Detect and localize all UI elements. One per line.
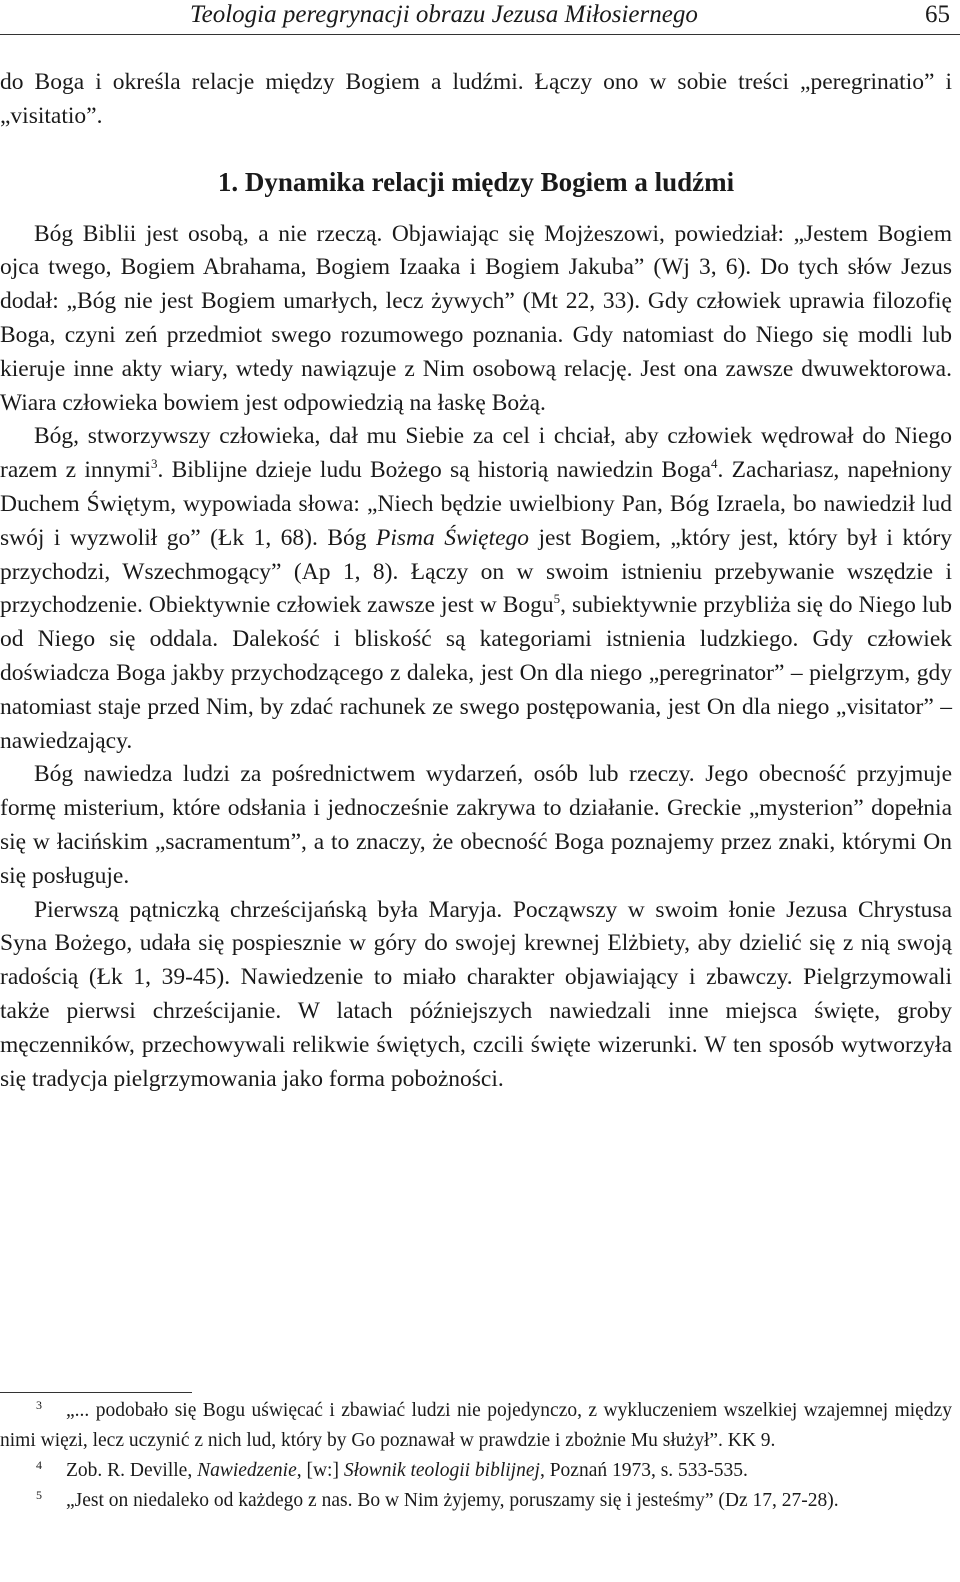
paragraph-2-text-b: . Biblijne dzieje ludu Bożego są historią nawiedzin Boga xyxy=(157,457,712,484)
footnote-ref-4[interactable]: 4 xyxy=(711,456,718,472)
paragraph-2-text-c: . Zachariasz, napełniony Duchem Świętym, wypowiada słowa: „Niech będzie uwielbiony Pan, Bóg Izraela, bo nawiedził lud swój i wyzwolił go” (Łk 1, 68). Bóg xyxy=(0,457,952,551)
paragraph-3: Bóg nawiedza ludzi za pośrednictwem wydarzeń, osób lub rzeczy. Jego obecność przyjmuje formę misterium, które odsłania i jednocześnie zakrywa to działanie. Greckie „mysterion” dopełnia się w łacińskim „sacramentum”, a to znaczy, że obecność Boga poznajemy przez znaki, którymi On się posługuje. xyxy=(0,761,952,889)
footnote-ref-5[interactable]: 5 xyxy=(553,591,561,607)
footnotes xyxy=(0,1396,952,1516)
footnote-3-text: „... podobało się Bogu uświęcać i zbawiać ludzi nie pojedynczo, z wykluczeniem wszelkiej wzajemnej między nimi więzi, lecz uczynić z nich lud, który by Go poznawał w prawdzie i zbożnie Mu służył”. KK 9. xyxy=(0,1400,952,1451)
footnote-3-mark: 3 xyxy=(36,1397,42,1412)
paragraph-2-text-d: jest Bogiem, „który jest, który był i który przychodzi, Wszechmogący” (Ap 1, 8). Łączy on w swoim istnieniu przebywanie wszędzie i przychodzenie. Obiektywnie człowiek zawsze jest w Bogu xyxy=(0,524,953,619)
paragraph-2 xyxy=(0,420,952,758)
paragraph-2-italic-title: Pisma Świętego xyxy=(375,524,530,551)
footnote-3 xyxy=(0,1396,952,1456)
footnote-ref-3[interactable]: 3 xyxy=(150,456,158,472)
footnote-4-text-b: , [w:] xyxy=(296,1460,344,1481)
footnote-5-text: „Jest on niedaleko od każdego z nas. Bo w Nim żyjemy, poruszamy się i jesteśmy” (Dz 17, 27-28). xyxy=(66,1490,839,1511)
header-rule xyxy=(0,34,960,35)
footnote-4-text-c: , Poznań 1973, s. 533-535. xyxy=(539,1460,748,1481)
running-title: Teologia peregrynacji obrazu Jezusa Miłosiernego xyxy=(190,1,698,28)
running-header xyxy=(0,0,960,36)
intro-paragraph: do Boga i określa relacje między Bogiem a ludźmi. Łączy ono w sobie treści „peregrinatio” i „visitatio”. xyxy=(0,69,952,129)
paragraph-1: Bóg Biblii jest osobą, a nie rzeczą. Objawiając się Mojżeszowi, powiedział: „Jestem Bogiem ojca twego, Bogiem Abrahama, Bogiem Izaaka i Bogiem Jakuba” (Wj 3, 6). Do tych słów Jezus dodał: „Bóg nie jest Bogiem umarłych, lecz żywych” (Mt 22, 33). Gdy człowiek uprawia filozofię Boga, czyni zeń przedmiot swego rozumowego poznania. Gdy natomiast do Niego się modli lub kieruje inne akty wiary, wtedy nawiązuje z Nim osobową relację. Jest ona zawsze dwuwektorowa. Wiara człowieka bowiem jest odpowiedzią na łaskę Bożą. xyxy=(0,220,952,416)
footnote-5-mark: 5 xyxy=(36,1487,42,1502)
paragraph-2-text-e: , subiektywnie przybliża się do Niego lub od Niego się oddala. Dalekość i bliskość są kategoriami istnienia ludzkiego. Gdy człowiek doświadcza Boga jakby przychodzącego z daleka, jest On dla niego „peregrinator” – pielgrzym, gdy natomiast staje przed Nim, by zdać rachunek ze swego postępowania, jest On dla niego „visitator” – nawiedzający. xyxy=(0,592,952,754)
footnote-4-italic-1: Nawiedzenie xyxy=(197,1460,297,1481)
body-text xyxy=(0,66,952,1096)
footnote-4-text-a: Zob. R. Deville, xyxy=(66,1460,198,1481)
footnote-4-italic-2: Słownik teologii biblijnej xyxy=(343,1460,540,1481)
footnote-rule xyxy=(0,1392,192,1393)
footnote-4-mark: 4 xyxy=(36,1457,42,1472)
page-number: 65 xyxy=(925,1,950,28)
paragraph-2-text-a: Bóg, stworzywszy człowieka, dał mu Siebie za cel i chciał, aby człowiek wędrował do Niego razem z innymi xyxy=(0,423,952,484)
section-heading: 1. Dynamika relacji między Bogiem a ludźmi xyxy=(217,166,735,197)
footnote-4 xyxy=(0,1456,952,1486)
paragraph-4: Pierwszą pątniczką chrześcijańską była Maryja. Począwszy w swoim łonie Jezusa Chrystusa Syna Bożego, udała się pospiesznie w góry do swojej krewnej Elżbiety, aby dzielić się z nią swoją radością (Łk 1, 39-45). Nawiedzenie to miało charakter objawiający i zbawczy. Pielgrzymowali także pierwsi chrześcijanie. W latach późniejszych nawiedzali inne miejsca święte, groby męczenników, przechowywali relikwie świętych, czcili święte wizerunki. W ten sposób wytworzyła się tradycja pielgrzymowania jako forma pobożności. xyxy=(0,896,952,1092)
footnote-5 xyxy=(0,1486,952,1516)
